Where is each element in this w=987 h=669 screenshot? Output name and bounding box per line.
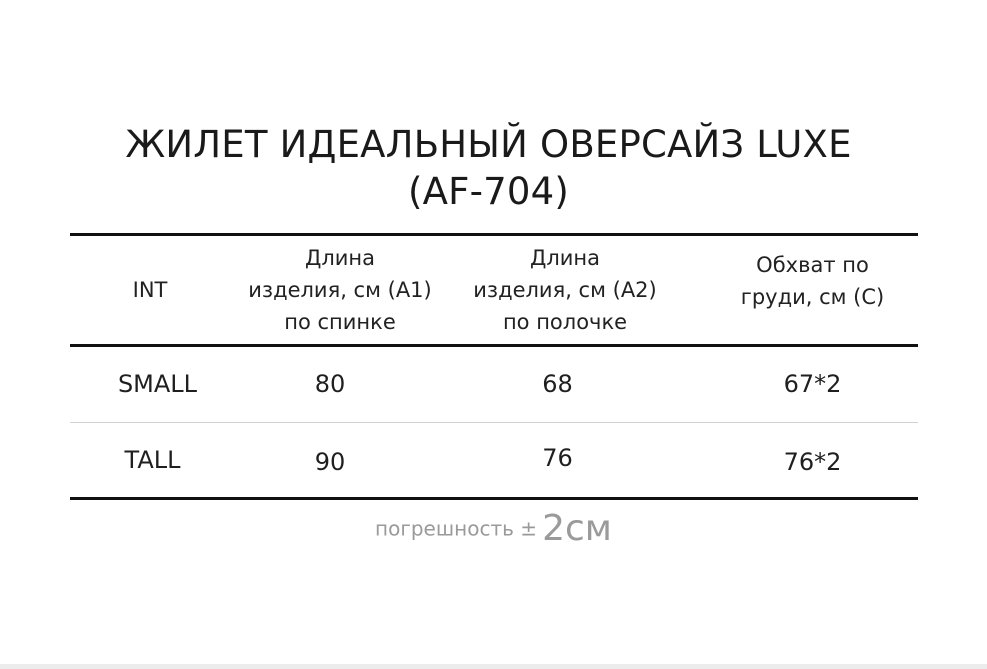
row-small-chest-girth: 67*2 bbox=[783, 370, 842, 398]
row-tall-length-front: 76 bbox=[542, 444, 573, 472]
header-length-front bbox=[455, 236, 675, 344]
header-chest-girth bbox=[700, 236, 925, 326]
tolerance-label: погрешность ± bbox=[375, 516, 538, 541]
header-length-back-line-3: по спинке bbox=[284, 310, 396, 334]
bottom-edge bbox=[0, 664, 987, 669]
row-small-size: SMALL bbox=[117, 370, 198, 398]
table-bottom-rule bbox=[70, 497, 918, 500]
header-length-back bbox=[230, 236, 450, 344]
header-length-back-line-1: Длина bbox=[304, 246, 376, 270]
header-length-back-line-2: изделия, см (А1) bbox=[248, 278, 432, 302]
header-chest-girth-line-2: груди, см (С) bbox=[740, 285, 885, 309]
row-tall-chest-girth: 76*2 bbox=[783, 448, 842, 476]
tolerance-note bbox=[0, 508, 987, 549]
header-length-front-line-2: изделия, см (А2) bbox=[473, 278, 657, 302]
product-title-line-2: (AF-704) bbox=[407, 170, 570, 213]
tolerance-value: 2см bbox=[542, 508, 612, 549]
header-int-label: INT bbox=[132, 278, 168, 302]
header-chest-girth-line-1: Обхват по bbox=[756, 253, 869, 277]
header-int bbox=[70, 236, 230, 344]
product-title-line-1: ЖИЛЕТ ИДЕАЛЬНЫЙ ОВЕРСАЙЗ LUXE bbox=[125, 123, 852, 166]
row-tall-length-back: 90 bbox=[314, 448, 346, 476]
header-length-front-line-3: по полочке bbox=[502, 310, 628, 334]
row-tall-size: TALL bbox=[124, 446, 181, 474]
row-small-length-front: 68 bbox=[542, 370, 573, 398]
header-length-front-line-1: Длина bbox=[529, 246, 601, 270]
row-small-length-back: 80 bbox=[314, 370, 346, 398]
